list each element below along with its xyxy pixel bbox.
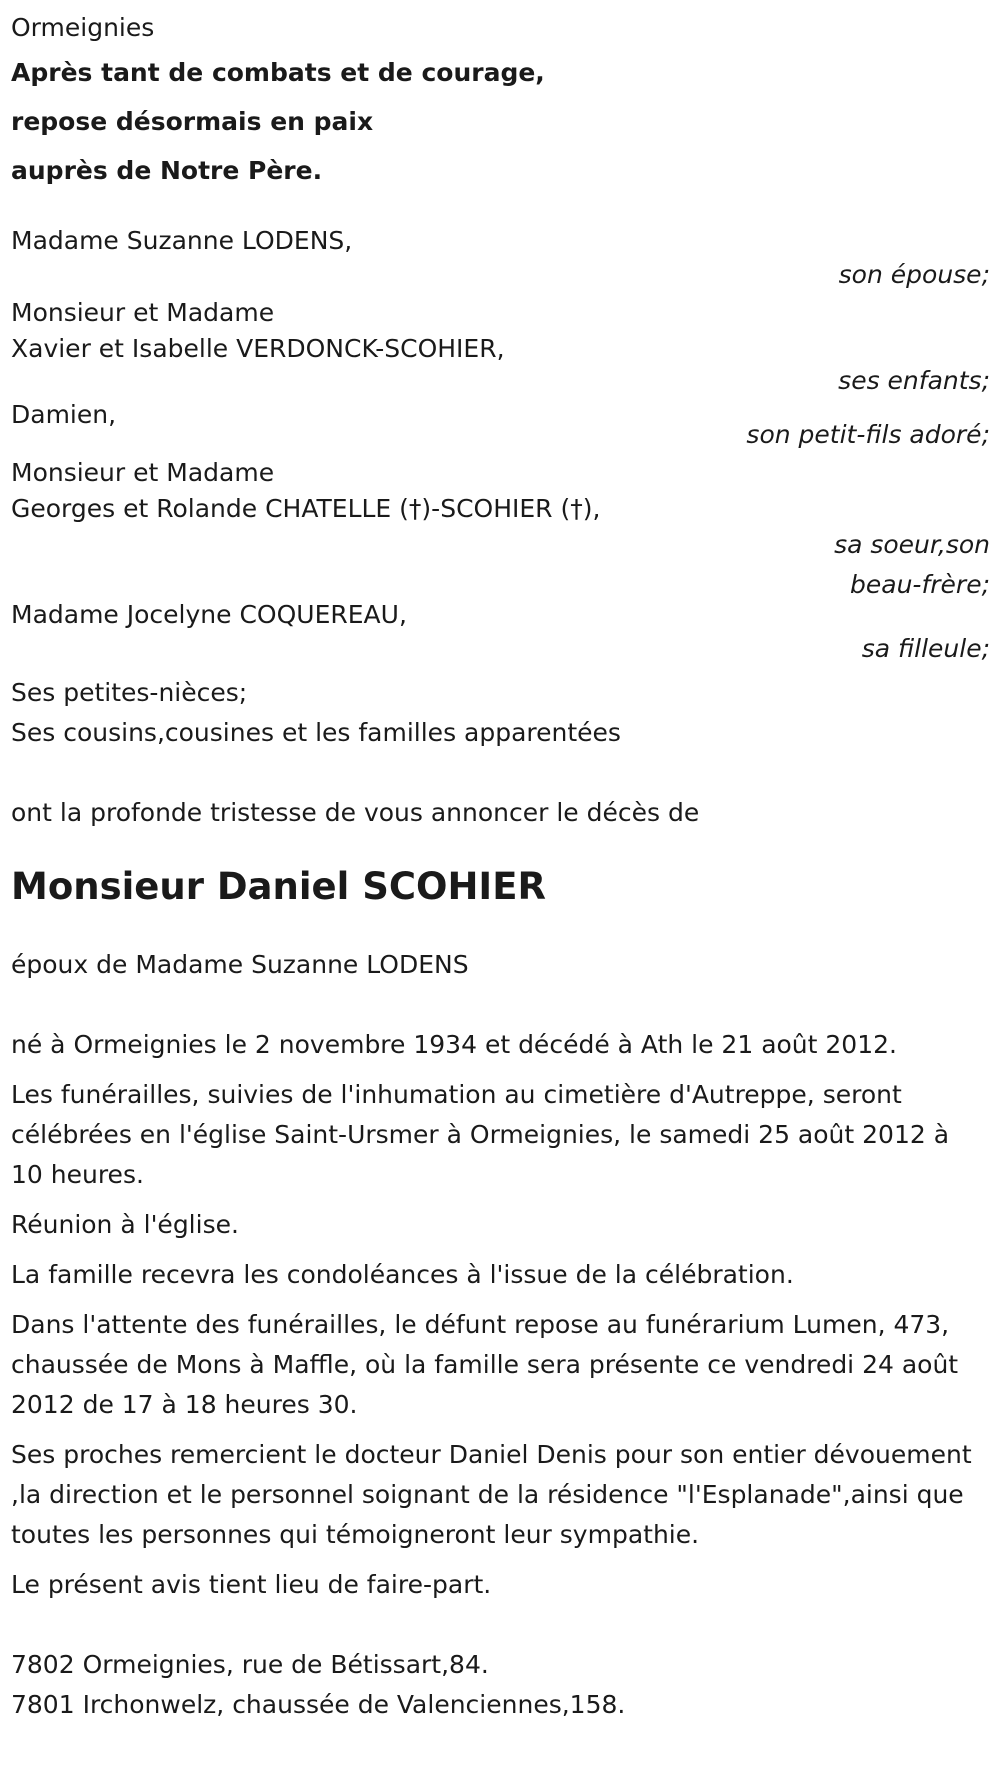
family-name: Georges et Rolande CHATELLE (†)-SCOHIER (†),	[11, 494, 601, 523]
family-entry	[11, 453, 1000, 605]
relatives-line: Ses petites-nièces;	[11, 678, 248, 707]
birth-death-paragraph: né à Ormeignies le 2 novembre 1934 et décédé à Ath le 21 août 2012.	[11, 1030, 897, 1059]
family-role: sa soeur,son	[834, 530, 990, 559]
addresses	[11, 1645, 1000, 1725]
thanks-paragraph: Ses proches remercient le docteur Daniel Denis pour son entier dévouement ,la direction et le personnel soignant de la résidence "l'Esplanade",ainsi que toutes les personnes qui témoigneront leur sympathie.	[11, 1440, 972, 1549]
family-name: Madame Suzanne LODENS,	[11, 226, 353, 255]
family-role: ses enfants;	[838, 366, 990, 395]
family-name: Madame Jocelyne COQUEREAU,	[11, 600, 407, 629]
deceased-name: Monsieur Daniel SCOHIER	[11, 865, 546, 908]
family-role: son épouse;	[838, 260, 990, 289]
epigraph-line: Après tant de combats et de courage,	[11, 58, 545, 87]
family-role: sa filleule;	[861, 634, 990, 663]
epigraph	[11, 48, 1000, 195]
epigraph-line: repose désormais en paix	[11, 107, 374, 136]
relatives-line: Ses cousins,cousines et les familles apparentées	[11, 718, 621, 747]
epigraph-line: auprès de Notre Père.	[11, 156, 323, 185]
family-entry	[11, 395, 1000, 455]
family-role: son petit-fils adoré;	[746, 420, 990, 449]
family-entry	[11, 293, 1000, 401]
family-role: beau-frère;	[850, 570, 990, 599]
family-name: Monsieur et Madame	[11, 298, 275, 327]
address-line: 7801 Irchonwelz, chaussée de Valenciennes,158.	[11, 1690, 626, 1719]
announcement-text: ont la profonde tristesse de vous annoncer le décès de	[11, 798, 700, 827]
funeral-paragraph: Les funérailles, suivies de l'inhumation au cimetière d'Autreppe, seront célébrées en l'église Saint-Ursmer à Ormeignies, le samedi 25 août 2012 à 10 heures.	[11, 1080, 950, 1189]
family-list	[11, 221, 1000, 669]
family-name: Damien,	[11, 400, 117, 429]
spouse-line: époux de Madame Suzanne LODENS	[11, 950, 469, 979]
town-heading: Ormeignies	[11, 13, 155, 42]
address-line: 7802 Ormeignies, rue de Bétissart,84.	[11, 1650, 489, 1679]
family-name: Monsieur et Madame	[11, 458, 275, 487]
notice-paragraph: Le présent avis tient lieu de faire-part.	[11, 1570, 492, 1599]
family-entry	[11, 221, 1000, 295]
family-entry	[11, 595, 1000, 669]
meeting-paragraph: Réunion à l'église.	[11, 1210, 239, 1239]
visitation-paragraph: Dans l'attente des funérailles, le défunt repose au funérarium Lumen, 473, chaussée de Mons à Maffle, où la famille sera présente ce vendredi 24 août 2012 de 17 à 18 heures 30.	[11, 1310, 959, 1419]
notice-body	[11, 1025, 1000, 1605]
family-name: Xavier et Isabelle VERDONCK-SCOHIER,	[11, 334, 505, 363]
condolences-paragraph: La famille recevra les condoléances à l'issue de la célébration.	[11, 1260, 794, 1289]
